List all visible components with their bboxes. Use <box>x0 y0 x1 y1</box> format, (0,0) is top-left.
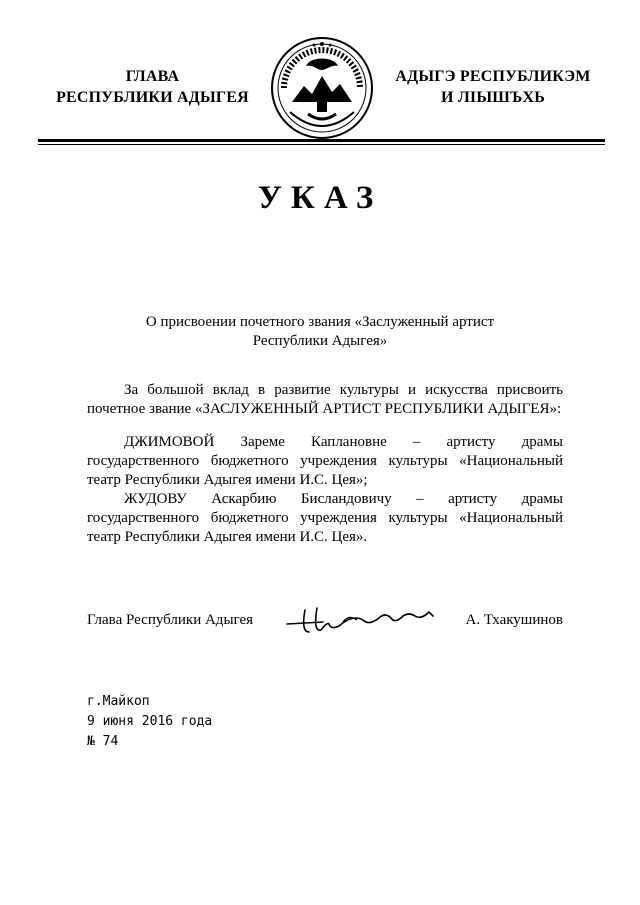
header-right <box>378 66 608 108</box>
footer-city: г.Майкоп <box>87 694 150 709</box>
document-title: УКАЗ <box>257 180 383 216</box>
republic-coat-of-arms-icon <box>270 36 374 140</box>
footer-number: № 74 <box>87 734 119 749</box>
signatory-title: Глава Республики Адыгея <box>87 612 254 628</box>
subject-line-1: О присвоении почетного звания «Заслуженный артист <box>145 314 495 330</box>
document-subject <box>120 313 520 351</box>
awardee-paragraph-1: ДЖИМОВОЙ Зареме Каплановне – артисту драмы государственного бюджетного учреждения культуры «Национальный театр Республики Адыгея имени И.С. Цея»; <box>87 434 563 488</box>
signature-block <box>87 610 563 640</box>
document-body <box>87 381 563 547</box>
header-left-line-1: ГЛАВА <box>125 68 180 85</box>
header-left <box>40 66 265 108</box>
header-right-line-2: И ЛІЫШЪХЬ <box>440 89 546 106</box>
signatory-name: А. Тхакушинов <box>465 612 563 628</box>
header-divider-thin <box>38 144 605 145</box>
document-footer <box>87 692 212 752</box>
intro-paragraph: За большой вклад в развитие культуры и искусства присвоить почетное звание «ЗАСЛУЖЕННЫЙ АРТИСТ РЕСПУБЛИКИ АДЫГЕЯ»: <box>87 382 563 417</box>
footer-date: 9 июня 2016 года <box>87 714 213 729</box>
subject-line-2: Республики Адыгея» <box>252 333 388 349</box>
header-right-line-1: АДЫГЭ РЕСПУБЛИКЭМ <box>395 68 591 85</box>
awardee-paragraph-2: ЖУДОВУ Аскарбию Бисландовичу – артисту драмы государственного бюджетного учреждения культуры «Национальный театр Республики Адыгея имени И.С. Цея». <box>87 491 563 545</box>
handwritten-signature-icon <box>283 602 443 638</box>
header-divider-thick <box>38 139 605 142</box>
header-left-line-2: РЕСПУБЛИКИ АДЫГЕЯ <box>56 89 249 106</box>
